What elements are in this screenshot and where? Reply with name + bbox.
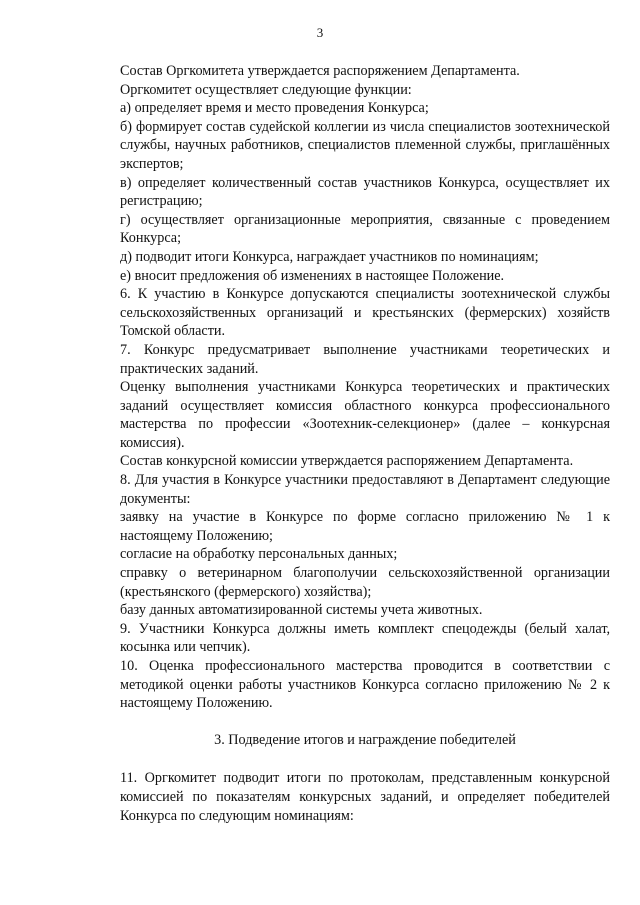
page-number: 3	[316, 25, 324, 40]
paragraph-orgcommittee-composition: Состав Оргкомитета утверждается распоряжением Департамента.	[120, 63, 520, 79]
paragraph-evaluation: Оценку выполнения участниками Конкурса теоретических и практических заданий осуществляет комиссия областного конкурса профессионального мастерства по профессии «Зоотехник-селекционер» (далее – конкурсная комиссия).	[120, 379, 610, 451]
list-item-g: г) осуществляет организационные мероприятия, связанные с проведением Конкурса;	[120, 211, 610, 247]
list-item-e: е) вносит предложения об изменениях в настоящее Положение.	[120, 267, 505, 284]
document-item-consent: согласие на обработку персональных данных;	[120, 546, 398, 563]
clause-7: 7. Конкурс предусматривает выполнение участниками теоретических и практических заданий.	[120, 341, 610, 377]
list-item-d: д) подводит итоги Конкурса, награждает участников по номинациям;	[120, 248, 539, 265]
clause-8: 8. Для участия в Конкурсе участники предоставляют в Департамент следующие документы:	[120, 472, 610, 507]
paragraph-commission-composition: Состав конкурсной комиссии утверждается распоряжением Департамента.	[120, 453, 574, 470]
list-item-v: в) определяет количественный состав участников Конкурса, осуществляет их регистрацию;	[120, 174, 610, 210]
paragraph-orgcommittee-functions: Оргкомитет осуществляет следующие функции:	[120, 81, 412, 98]
clause-9: 9. Участники Конкурса должны иметь комплект спецодежды (белый халат, косынка или чепчик).	[120, 620, 610, 656]
document-item-certificate: справку о ветеринарном благополучии сельскохозяйственной организации (крестьянского (фермерского) хозяйства);	[120, 565, 610, 600]
list-item-b: б) формирует состав судейской коллегии из числа специалистов зоотехнической службы, научных работников, специалистов племенной службы, приглашённых экспертов;	[120, 118, 610, 172]
document-item-database: базу данных автоматизированной системы учета животных.	[120, 602, 483, 619]
clause-6: 6. К участию в Конкурсе допускаются специалисты зоотехнической службы сельскохозяйственных организаций и крестьянских (фермерских) хозяйств Томской области.	[120, 286, 610, 340]
document-item-application: заявку на участие в Конкурсе по форме согласно приложению № 1 к настоящему Положению;	[120, 509, 610, 544]
clause-11: 11. Оргкомитет подводит итоги по протоколам, представленным конкурсной комиссией по показателям конкурсных заданий, и определяет победителей Конкурса по следующим номинациям:	[120, 770, 610, 824]
document-body	[120, 62, 610, 825]
section-heading: 3. Подведение итогов и награждение победителей	[214, 731, 516, 748]
list-item-a: а) определяет время и место проведения Конкурса;	[120, 100, 429, 117]
clause-10: 10. Оценка профессионального мастерства проводится в соответствии с методикой оценки работы участников Конкурса согласно приложению № 2 к настоящему Положению.	[120, 658, 610, 712]
